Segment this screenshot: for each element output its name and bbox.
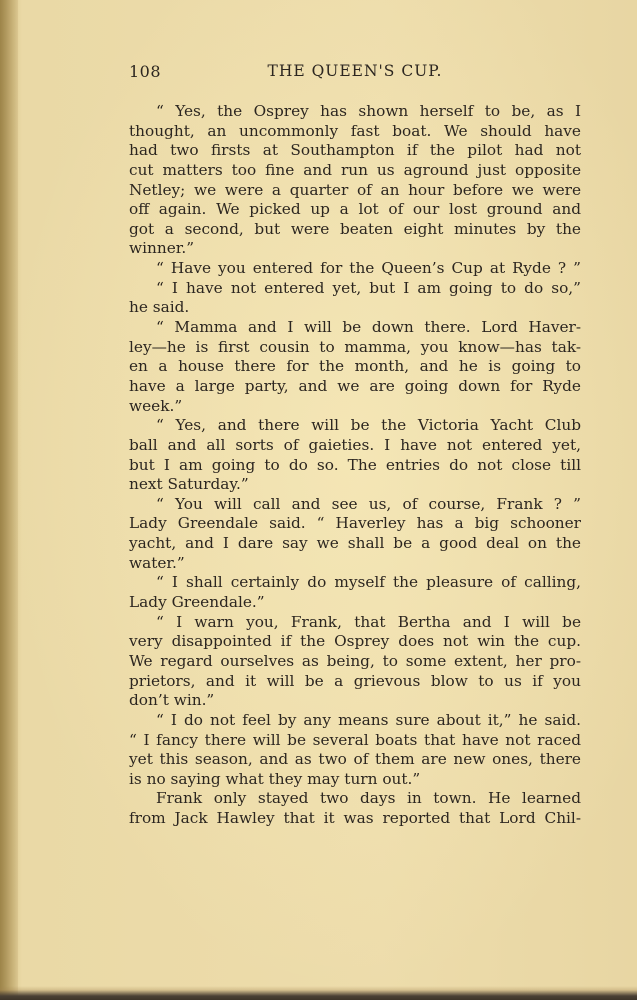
page-spine-shadow (0, 0, 18, 1000)
text-line: “ I shall certainly do myself the pleasure of calling, (156, 573, 581, 592)
text-line: have a large party, and we are going down for Ryde (129, 376, 581, 395)
text-line: water.” (129, 553, 185, 572)
text-line: “ Have you entered for the Queen’s Cup at Ryde ? ” (156, 259, 581, 278)
text-line: en a house there for the month, and he is going to (129, 357, 581, 376)
text-line: thought, an uncommonly fast boat. We should have (129, 121, 581, 140)
text-line: off again. We picked up a lot of our lost ground and (129, 200, 581, 219)
text-line: he said. (129, 298, 190, 317)
page-bottom-edge (0, 986, 637, 1000)
text-line: Lady Greendale.” (129, 593, 265, 612)
text-line: Lady Greendale said. “ Haverley has a big schooner (129, 514, 581, 533)
text-line: “ I have not entered yet, but I am going to do so,” (156, 278, 581, 297)
text-line: “ I warn you, Frank, that Bertha and I will be (156, 612, 581, 631)
text-line: “ Yes, and there will be the Victoria Yacht Club (156, 416, 581, 435)
text-line: very disappointed if the Osprey does not win the cup. (129, 632, 581, 651)
text-line: winner.” (129, 239, 195, 258)
text-line: cut matters too fine and run us aground just opposite (129, 160, 581, 179)
text-line: Netley; we were a quarter of an hour before we were (129, 180, 581, 199)
body-text (129, 102, 581, 829)
text-line: “ Yes, the Osprey has shown herself to be, as I (156, 102, 581, 120)
text-line: We regard ourselves as being, to some extent, her pro- (129, 651, 581, 670)
running-title: THE QUEEN'S CUP. (267, 62, 443, 80)
text-line: had two firsts at Southampton if the pilot had not (129, 141, 581, 160)
text-line: don’t win.” (129, 691, 215, 710)
text-line: yacht, and I dare say we shall be a good deal on the (129, 534, 581, 553)
text-line: next Saturday.” (129, 475, 249, 494)
text-line: from Jack Hawley that it was reported that Lord Chil- (129, 809, 581, 828)
text-line: “ I fancy there will be several boats that have not raced (129, 730, 581, 749)
text-line: is no saying what they may turn out.” (129, 769, 421, 788)
text-line: prietors, and it will be a grievous blow to us if you (129, 671, 581, 690)
text-line: Frank only stayed two days in town. He learned (156, 789, 581, 808)
text-line: but I am going to do so. The entries do not close till (129, 455, 581, 474)
text-line: “ You will call and see us, of course, Frank ? ” (156, 494, 581, 513)
page-number: 108 (129, 62, 162, 81)
text-line: ley—he is first cousin to mamma, you know—has tak- (129, 337, 581, 356)
text-line: got a second, but were beaten eight minutes by the (129, 219, 581, 238)
text-line: “ Mamma and I will be down there. Lord Haver- (156, 318, 581, 337)
text-line: yet this season, and as two of them are new ones, there (129, 750, 581, 769)
text-line: ball and all sorts of gaieties. I have not entered yet, (129, 435, 581, 454)
text-line: week.” (129, 396, 183, 415)
page-header (129, 62, 581, 84)
text-line: “ I do not feel by any means sure about it,” he said. (156, 710, 581, 729)
